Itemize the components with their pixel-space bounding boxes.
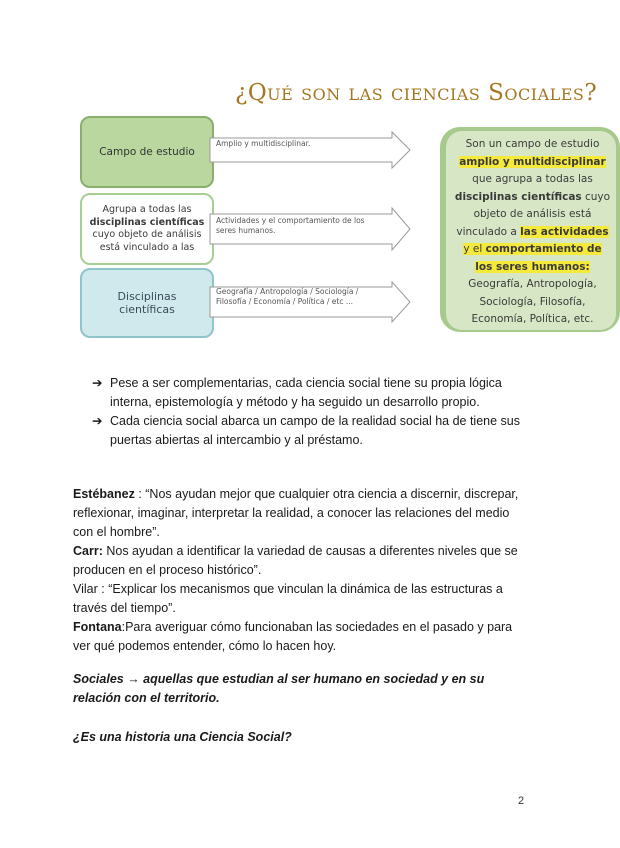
page-title: ¿Qué son las ciencias Sociales?	[235, 80, 598, 106]
box-label: Campo de estudio	[99, 146, 195, 158]
bullet-text: Pese a ser complementarias, cada ciencia social tiene su propia lógica interna, epistemología y método y ha seguido un desarrollo propio.	[110, 376, 502, 409]
panel-highlight: y el	[463, 243, 486, 255]
page-number: 2	[518, 795, 525, 807]
box-line: Agrupa a todas las	[102, 204, 192, 215]
quote-text: Nos ayudan a identificar la variedad de causas a diferentes niveles que se producen en el proceso histórico”.	[73, 544, 518, 577]
arrow-bullet-icon: ➔	[92, 414, 103, 428]
panel-highlight: comportamiento de	[485, 243, 602, 255]
panel-line: Sociología, Filosofía,	[479, 295, 586, 308]
quotes-section	[73, 485, 528, 656]
panel-highlight: amplio y multidisciplinar	[459, 155, 606, 168]
quote-author: Carr:	[73, 544, 103, 558]
summary-panel-text	[450, 136, 615, 329]
panel-line: cuyo	[581, 190, 611, 203]
bullet-item	[92, 412, 522, 450]
quote-text: Vilar : “Explicar los mecanismos que vinculan la dinámica de las estructuras a través del tiempo”.	[73, 582, 503, 615]
bullet-text: Cada ciencia social abarca un campo de la realidad social ha de tiene sus puertas abiertas al intercambio y al préstamo.	[110, 414, 520, 447]
quote-text: :Para averiguar cómo funcionaban las sociedades en el pasado y para ver qué podemos entender, cómo lo hacen hoy.	[73, 620, 513, 653]
arrow-bullet-icon: ➔	[92, 376, 103, 390]
panel-line: que agrupa a todas las	[472, 173, 593, 185]
definition-text: Sociales → aquellas que estudian al ser humano en sociedad y en su relación con el territorio.	[73, 672, 485, 705]
diagram-box-agrupa	[80, 193, 214, 265]
panel-highlight: las actividades	[520, 225, 609, 238]
panel-line: Son un campo de estudio	[465, 138, 600, 150]
diagram-box-campo	[80, 116, 214, 188]
arrow-2-text: Actividades y el comportamiento de los seres humanos.	[216, 216, 365, 235]
box-line: está vinculado a las	[99, 241, 195, 253]
quote-author: Estébanez	[73, 487, 135, 501]
panel-line: vinculado a	[456, 225, 521, 238]
bullet-list	[92, 374, 522, 450]
panel-line: objeto de análisis está	[473, 208, 592, 220]
box-line: científicas	[119, 303, 175, 316]
quote-vilar	[73, 580, 528, 618]
panel-highlight: los seres humanos:	[475, 260, 590, 273]
quote-carr	[73, 542, 528, 580]
question-text: ¿Es una historia una Ciencia Social?	[73, 730, 292, 744]
quote-text: : “Nos ayudan mejor que cualquier otra ciencia a discernir, discrepar, reflexionar, imaginar, interpretar la realidad, a conocer las relaciones del medio con el hombre”.	[73, 487, 519, 539]
arrow-1-text: Amplio y multidisciplinar.	[216, 139, 311, 148]
quote-author: Fontana	[73, 620, 122, 634]
quote-estebanez	[73, 485, 528, 542]
panel-bold: disciplinas científicas	[454, 190, 582, 203]
quote-fontana	[73, 618, 528, 656]
bullet-item	[92, 374, 522, 412]
box-line: cuyo objeto de análisis	[92, 229, 202, 240]
arrow-1	[210, 132, 410, 168]
box-line: Disciplinas	[117, 290, 177, 303]
panel-line: Economía, Política, etc.	[471, 313, 594, 325]
diagram-box-disciplinas	[80, 268, 214, 338]
panel-line: Geografía, Antropología,	[468, 278, 597, 290]
arrow-3-text: Geografía / Antropología / Sociología / Filosofía / Economía / Política / etc ...	[216, 287, 359, 306]
box-line-bold: disciplinas científicas	[89, 216, 205, 228]
